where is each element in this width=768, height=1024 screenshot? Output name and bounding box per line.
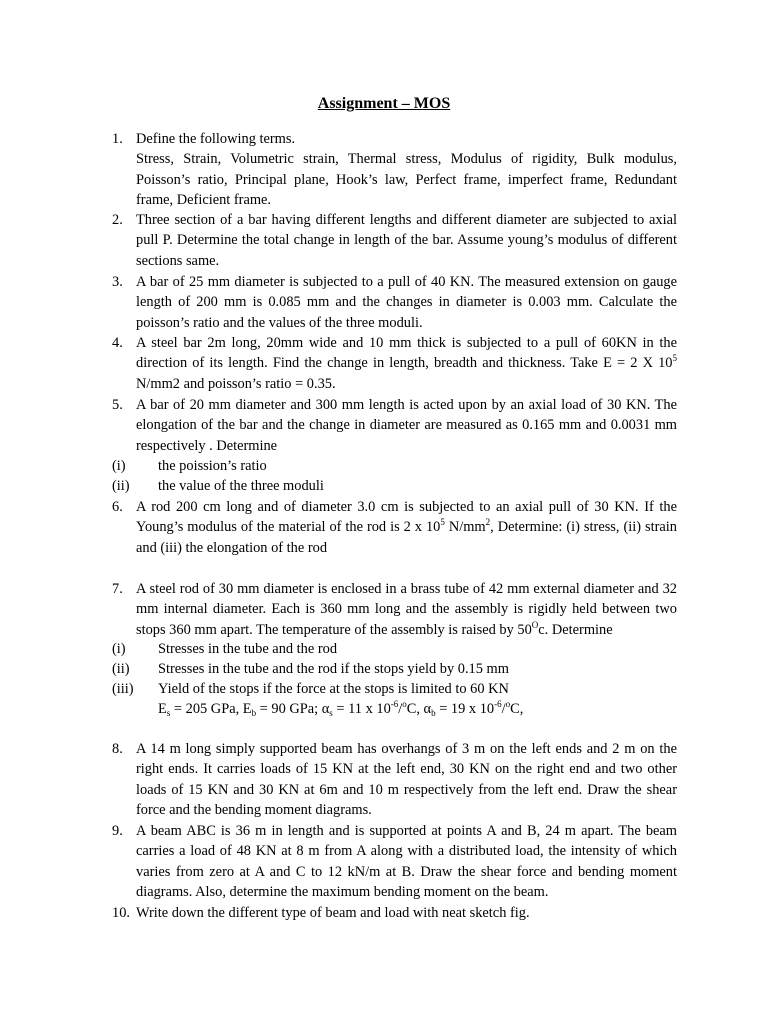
question-2	[112, 210, 677, 271]
question-text: A bar of 20 mm diameter and 300 mm length is acted upon by an axial load of 30 KN. The elongation of the bar and the change in diameter are measured as 0.165 mm and 0.0031 mm respectively . Determine	[136, 397, 677, 454]
sub-item: (ii) the value of the three moduli	[112, 478, 324, 494]
question-text: Three section of a bar having different lengths and different diameter are subjected to axial pull P. Determine the total change in length of the bar. Assume young’s modulus of different sections same.	[136, 212, 677, 269]
question-number: 6.	[112, 499, 123, 515]
question-number: 3.	[112, 274, 123, 290]
question-4	[112, 333, 677, 394]
question-number: 10.	[112, 905, 130, 921]
question-7	[112, 579, 677, 640]
question-number: 5.	[112, 397, 123, 413]
question-number: 7.	[112, 581, 123, 597]
question-number: 9.	[112, 823, 123, 839]
sub-item: (ii) Stresses in the tube and the rod if the stops yield by 0.15 mm	[112, 661, 509, 677]
question-1	[112, 129, 677, 210]
sub-item: (iii) Yield of the stops if the force at the stops is limited to 60 KN	[112, 681, 509, 697]
question-text: A steel bar 2m long, 20mm wide and 10 mm thick is subjected to a pull of 60KN in the direction of its length. Find the change in length, breadth and thickness. Take E = 2 X $10^5$ N/mm2 and poisson’s ratio = 0.35.	[136, 335, 677, 392]
sub-item: (i) Stresses in the tube and the rod	[112, 641, 338, 657]
material-constants: $E_s = 205$ GPa, $E_b = 90$ GPa; $\alpha_s = 11$ x $10^{-6}/^oC$, $\alpha_b = 19$ x $10^{-6}/^oC$,	[158, 699, 524, 718]
sub-item: (i) the poission’s ratio	[112, 458, 267, 474]
question-10	[112, 903, 677, 923]
question-number: 8.	[112, 741, 123, 757]
question-text: A bar of 25 mm diameter is subjected to a pull of 40 KN. The measured extension on gauge length of 200 mm is 0.085 mm and the changes in diameter is 0.003 mm. Calculate the poisson’s ratio and the values of the three moduli.	[136, 274, 677, 331]
terms-list: Stress, Strain, Volumetric strain, Thermal stress, Modulus of rigidity, Bulk modulus, Poisson’s ratio, Principal plane, Hook’s law, Perfect frame, imperfect frame, Redundant frame, Deficient frame.	[136, 151, 677, 208]
question-text: A beam ABC is 36 m in length and is supported at points A and B, 24 m apart. The beam carries a load of 48 KN at 8 m from A along with a distributed load, the intensity of which varies from zero at A and C to 12 kN/m at B. Draw the shear force and bending moment diagrams. Also, determine the maximum bending moment on the beam.	[136, 823, 677, 900]
page-title: Assignment – MOS	[317, 95, 451, 112]
question-8	[112, 739, 677, 820]
question-text: A 14 m long simply supported beam has overhangs of 3 m on the left ends and 2 m on the right ends. It carries loads of 15 KN at the left end, 30 KN on the right end and two other loads of 15 KN and 30 KN at 6m and 10 m respectively from the left end. Draw the shear force and the bending moment diagrams.	[136, 741, 677, 818]
question-text: A rod 200 cm long and of diameter 3.0 cm is subjected to an axial pull of 30 KN. If the Young’s modulus of the material of the rod is 2 x $10^5$ $N/mm^2$, Determine: (i) stress, (ii) strain and (iii) the elongation of the rod	[136, 499, 677, 556]
question-number: 4.	[112, 335, 123, 351]
question-3	[112, 272, 677, 333]
question-6	[112, 497, 677, 558]
question-text: Define the following terms.	[136, 131, 296, 147]
question-number: 1.	[112, 131, 123, 147]
question-text: A steel rod of 30 mm diameter is enclosed in a brass tube of 42 mm external diameter and 32 mm internal diameter. Each is 360 mm long and the assembly is rigidly held between two stops 360 mm apart. The temperature of the assembly is raised by $50^Oc$. Determine	[136, 581, 677, 638]
question-text: Write down the different type of beam and load with neat sketch fig.	[136, 905, 530, 921]
question-9	[112, 821, 677, 902]
question-5	[112, 395, 677, 456]
question-number: 2.	[112, 212, 123, 228]
